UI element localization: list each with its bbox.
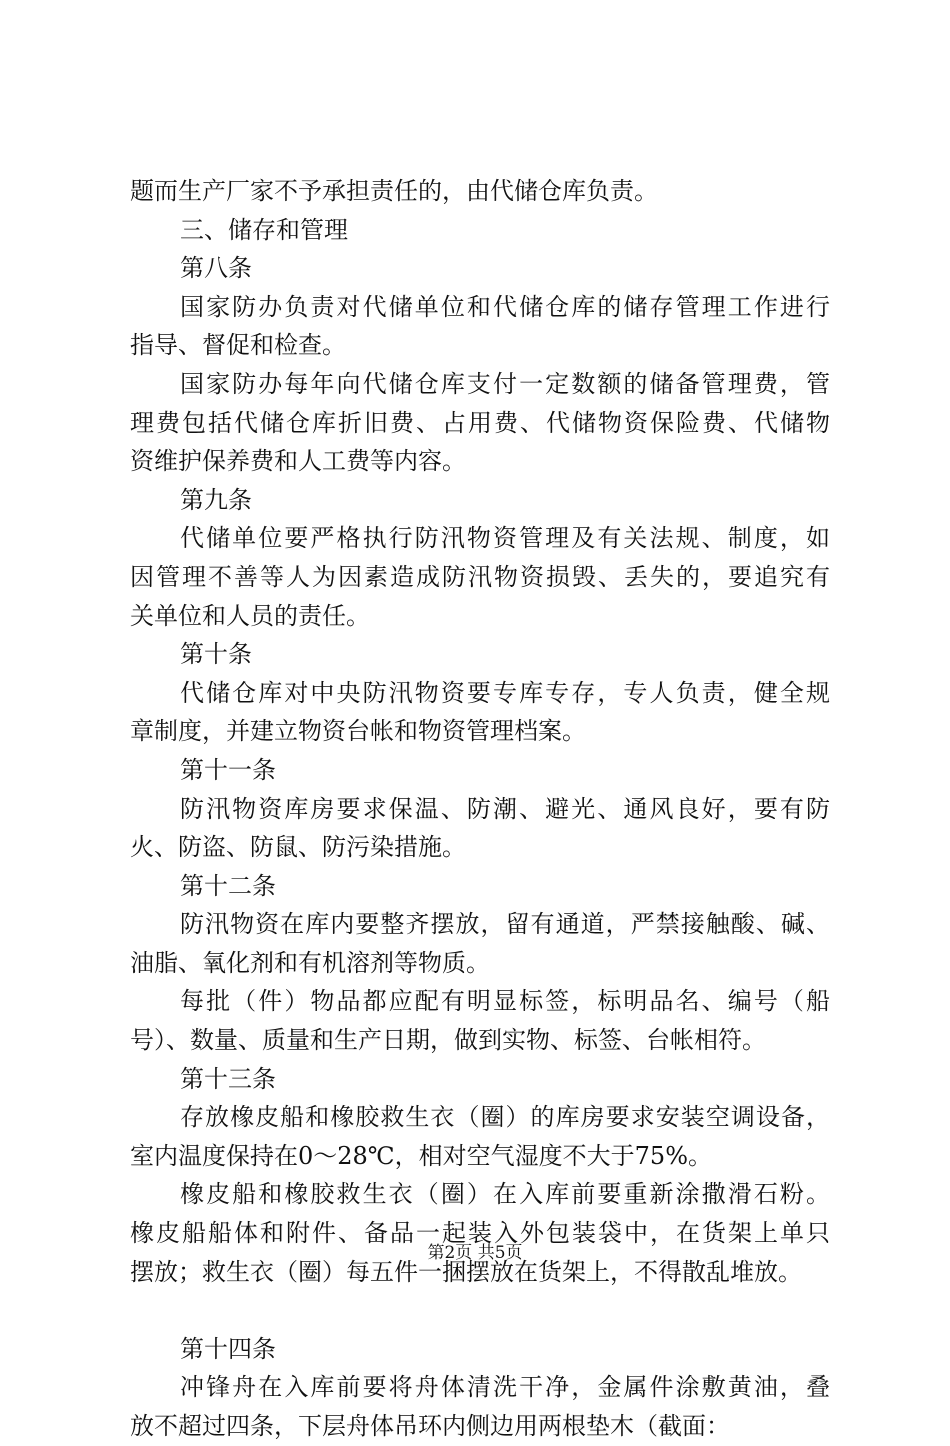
section-heading <box>130 867 830 906</box>
text-line: 每批（件）物品都应配有明显标签，标明品名、编号（船 <box>180 987 830 1016</box>
text-line: 关单位和人员的责任。 <box>130 601 370 630</box>
text-line: 理费包括代储仓库折旧费、占用费、代储物资保险费、代储物 <box>130 408 830 437</box>
text-line: 国家防办每年向代储仓库支付一定数额的储备管理费，管 <box>180 369 830 398</box>
paragraph <box>130 365 830 481</box>
paragraph <box>130 982 830 1059</box>
text-line: 代储仓库对中央防汛物资要专库专存，专人负责，健全规 <box>180 678 830 707</box>
paragraph <box>130 172 830 211</box>
text-line: 第十三条 <box>180 1064 276 1093</box>
text-line: 橡皮船船体和附件、备品一起装入外包装袋中，在货架上单只 <box>130 1219 830 1248</box>
text-line: 第十四条 <box>180 1334 276 1363</box>
text-line: 三、储存和管理 <box>180 215 348 244</box>
text-line: 代储单位要严格执行防汛物资管理及有关法规、制度，如 <box>180 524 830 553</box>
text-line: 第十条 <box>180 640 252 669</box>
paragraph <box>130 1175 830 1291</box>
text-line: 冲锋舟在入库前要将舟体清洗干净，金属件涂敷黄油，叠 <box>180 1373 830 1402</box>
section-heading <box>130 1060 830 1099</box>
blank-line <box>130 1291 830 1330</box>
text-line: 放不超过四条，下层舟体吊环内侧边用两根垫木（截面： <box>130 1412 730 1440</box>
text-line: 指导、督促和检查。 <box>130 331 346 360</box>
section-heading <box>130 481 830 520</box>
paragraph <box>130 905 830 982</box>
text-line: 室内温度保持在0～28℃，相对空气湿度不大于75%。 <box>130 1141 712 1170</box>
text-line: 国家防办负责对代储单位和代储仓库的储存管理工作进行 <box>180 292 830 321</box>
text-line: 油脂、氧化剂和有机溶剂等物质。 <box>130 948 490 977</box>
text-line: 防汛物资库房要求保温、防潮、避光、通风良好，要有防 <box>180 794 830 823</box>
text-line: 第十二条 <box>180 871 276 900</box>
section-heading <box>130 249 830 288</box>
text-line: 防汛物资在库内要整齐摆放，留有通道，严禁接触酸、碱、 <box>180 910 830 939</box>
paragraph <box>130 288 830 365</box>
text-line: 第八条 <box>180 254 252 283</box>
page-footer: 第2页 共5页 <box>427 1243 523 1263</box>
text-line: 资维护保养费和人工费等内容。 <box>130 447 466 476</box>
section-heading <box>130 635 830 674</box>
text-line: 章制度，并建立物资台帐和物资管理档案。 <box>130 717 586 746</box>
section-heading <box>130 211 830 250</box>
paragraph <box>130 519 830 635</box>
text-line: 存放橡皮船和橡胶救生衣（圈）的库房要求安装空调设备， <box>180 1103 830 1132</box>
paragraph <box>130 1098 830 1175</box>
text-line: 橡皮船和橡胶救生衣（圈）在入库前要重新涂撒滑石粉。 <box>180 1180 830 1209</box>
paragraph <box>130 674 830 751</box>
text-line: 摆放；救生衣（圈）每五件一捆摆放在货架上，不得散乱堆放。 <box>130 1257 802 1286</box>
text-line: 火、防盗、防鼠、防污染措施。 <box>130 833 466 862</box>
text-line: 第十一条 <box>180 755 276 784</box>
paragraph <box>130 1368 830 1445</box>
section-heading <box>130 1330 830 1369</box>
section-heading <box>130 751 830 790</box>
text-line: 题而生产厂家不予承担责任的，由代储仓库负责。 <box>130 177 658 205</box>
text-line: 号）、数量、质量和生产日期，做到实物、标签、台帐相符。 <box>130 1026 766 1055</box>
text-line: 因管理不善等人为因素造成防汛物资损毁、丢失的，要追究有 <box>130 562 830 591</box>
text-line: 第九条 <box>180 485 252 514</box>
paragraph <box>130 790 830 867</box>
